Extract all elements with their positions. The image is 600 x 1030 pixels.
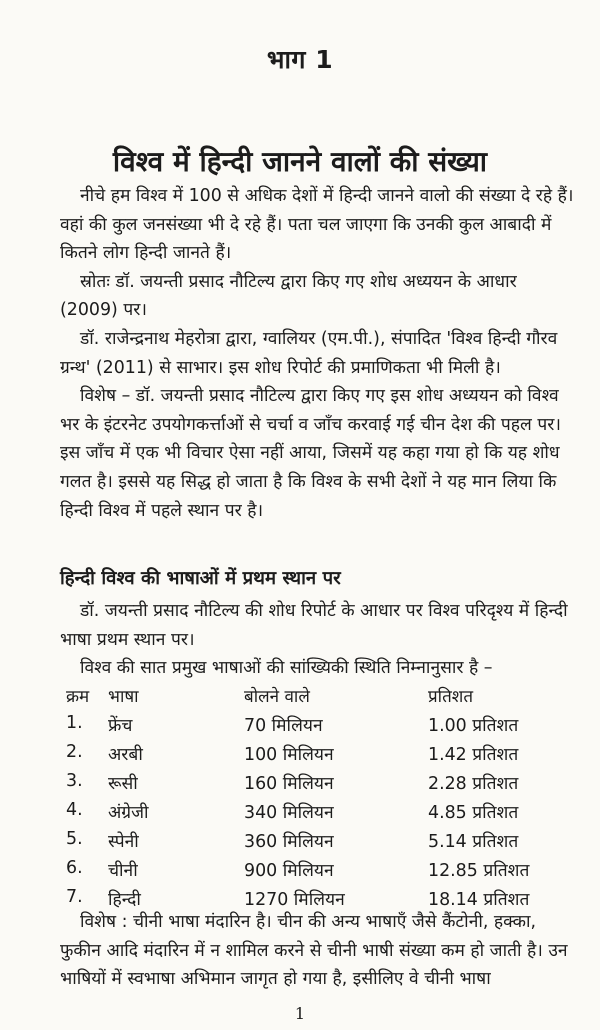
cell-language: अंग्रेजी: [108, 803, 149, 823]
paragraph-chinese-note: विशेष : चीनी भाषा मंदारिन है। चीन की अन्य भाषाएँ जैसे कैंटोनी, हक्का, फुकीन आदि मंदारिन में न शामिल करने से चीनी भाषी संख्या कम हो जाती है। उन भाषियों में स्वभाषा अभिमान जागृत हो गया है, इसीलिए वे चीनी भाषा: [60, 912, 568, 990]
header-speakers: बोलने वाले: [244, 687, 310, 707]
cell-percent: 12.85 प्रतिशत: [428, 861, 530, 881]
section-text: [60, 597, 580, 683]
cell-speakers: 100 मिलियन: [244, 745, 334, 765]
cell-serial: 7.: [66, 887, 83, 907]
paragraph-stats-intro: विश्व की सात प्रमुख भाषाओं की सांख्यिकी स्थिति निम्नानुसार है –: [80, 658, 493, 679]
cell-speakers: 340 मिलियन: [244, 803, 334, 823]
cell-serial: 6.: [66, 858, 83, 878]
cell-speakers: 360 मिलियन: [244, 832, 334, 852]
header-serial: क्रम: [66, 687, 90, 707]
cell-serial: 5.: [66, 829, 83, 849]
paragraph-source: स्रोतः डॉ. जयन्ती प्रसाद नौटिल्य द्वारा किए गए शोध अध्ययन के आधार (2009) पर।: [60, 271, 517, 321]
part-heading: भाग 1: [266, 45, 334, 74]
cell-serial: 3.: [66, 771, 83, 791]
cell-language: चीनी: [108, 861, 138, 881]
cell-serial: 4.: [66, 800, 83, 820]
cell-serial: 1.: [66, 713, 83, 733]
table-row: [60, 829, 580, 858]
cell-speakers: 160 मिलियन: [244, 774, 334, 794]
table-row: [60, 742, 580, 771]
intro-text: [60, 182, 580, 525]
cell-percent: 1.42 प्रतिशत: [428, 745, 519, 765]
cell-language: रूसी: [108, 774, 138, 794]
paragraph-special-note: विशेष – डॉ. जयन्ती प्रसाद नौटिल्य द्वारा किए गए इस शोध अध्ययन को विश्व भर के इंटरनेट उपयोगकर्त्ताओं से चर्चा व जाँच करवाई गई चीन देश की पहल पर। इस जाँच में एक भी विचार ऐसा नहीं आया, जिसमें यह कहा गया हो कि यह शोध गलत है। इससे यह सिद्ध हो जाता है कि विश्व के सभी देशों ने यह मान लिया कि हिन्दी विश्व में पहले स्थान पर है।: [60, 386, 561, 521]
cell-language: स्पेनी: [108, 832, 139, 852]
closing-text: [60, 908, 580, 994]
chapter-title: विश्व में हिन्दी जानने वालों की संख्या: [112, 145, 488, 178]
table-row: [60, 858, 580, 887]
cell-percent: 2.28 प्रतिशत: [428, 774, 519, 794]
cell-serial: 2.: [66, 742, 83, 762]
language-statistics-table: [60, 684, 580, 916]
cell-percent: 1.00 प्रतिशत: [428, 716, 519, 736]
cell-language: अरबी: [108, 745, 143, 765]
table-row: [60, 713, 580, 742]
header-percent: प्रतिशत: [428, 687, 474, 707]
table-row: [60, 771, 580, 800]
cell-percent: 4.85 प्रतिशत: [428, 803, 519, 823]
cell-percent: 18.14 प्रतिशत: [428, 890, 530, 910]
cell-speakers: 900 मिलियन: [244, 861, 334, 881]
page-number: 1: [294, 1004, 306, 1023]
cell-speakers: 1270 मिलियन: [244, 890, 345, 910]
table-row: [60, 800, 580, 829]
paragraph-credit: डॉ. राजेन्द्रनाथ मेहरोत्रा द्वारा, ग्वालियर (एम.पी.), संपादित 'विश्व हिन्दी गौरव ग्रन्थ' (2011) से साभार। इस शोध रिपोर्ट की प्रमाणिकता भी मिली है।: [60, 328, 558, 378]
cell-percent: 5.14 प्रतिशत: [428, 832, 519, 852]
paragraph-intro: नीचे हम विश्व में 100 से अधिक देशों में हिन्दी जानने वालो की संख्या दे रहे हैं। वहां की कुल जनसंख्या भी दे रहे हैं। पता चल जाएगा कि उनकी कुल आबादी में कितने लोग हिन्दी जानते हैं।: [60, 186, 574, 264]
cell-language: हिन्दी: [108, 890, 141, 910]
cell-speakers: 70 मिलियन: [244, 716, 323, 736]
section-heading: हिन्दी विश्व की भाषाओं में प्रथम स्थान पर: [60, 568, 341, 589]
paragraph-report-basis: डॉ. जयन्ती प्रसाद नौटिल्य की शोध रिपोर्ट के आधार पर विश्व परिदृश्य में हिन्दी भाषा प्रथम स्थान पर।: [60, 601, 568, 650]
header-language: भाषा: [108, 687, 139, 707]
cell-language: फ्रेंच: [108, 716, 133, 736]
table-header-row: [60, 684, 580, 713]
